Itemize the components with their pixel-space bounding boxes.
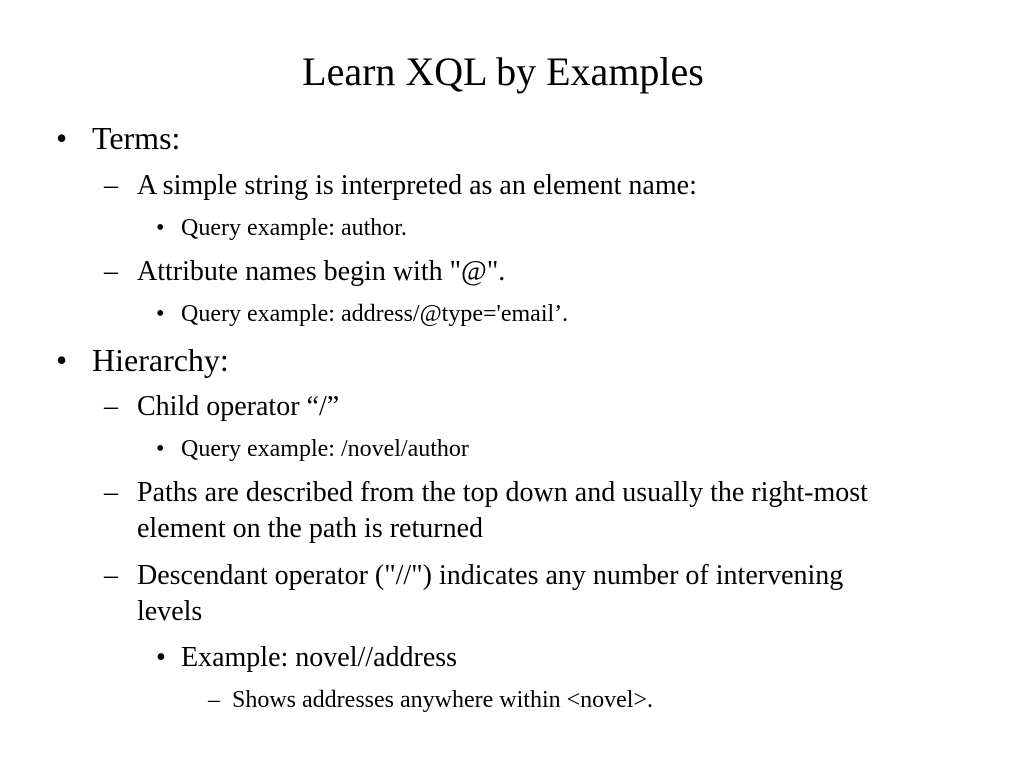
bullet-text: Query example: address/@type='email’. — [181, 301, 569, 327]
dash-marker: – — [208, 687, 220, 713]
slide-title: Learn XQL by Examples — [302, 49, 704, 94]
dash-marker: – — [104, 256, 118, 287]
bullet-marker: • — [56, 120, 68, 156]
bullet-text: Terms: — [92, 120, 181, 156]
bullet-continuation — [137, 511, 483, 547]
bullet-level-3 — [156, 434, 469, 464]
bullet-level-4 — [208, 685, 653, 715]
bullet-level-2 — [104, 168, 697, 204]
bullet-level-3 — [156, 640, 458, 676]
bullet-text: Query example: /novel/author — [181, 436, 469, 462]
bullet-text: Child operator “/” — [137, 391, 340, 422]
bullet-marker: • — [156, 215, 165, 241]
bullet-marker: • — [56, 342, 68, 378]
bullet-text: Example: novel//address — [181, 642, 458, 673]
bullet-text: Shows addresses anywhere within <novel>. — [232, 687, 653, 713]
bullet-level-1 — [56, 120, 181, 156]
bullet-level-3 — [156, 299, 569, 329]
bullet-text: Paths are described from the top down and usually the right-most — [137, 477, 868, 508]
bullet-text: Attribute names begin with "@". — [137, 256, 506, 287]
bullet-text: Query example: author. — [181, 215, 407, 241]
bullet-text: Descendant operator ("//") indicates any number of intervening — [137, 560, 844, 591]
bullet-marker: • — [156, 642, 166, 673]
bullet-text: A simple string is interpreted as an element name: — [137, 170, 697, 201]
bullet-text: levels — [137, 596, 203, 627]
dash-marker: – — [104, 560, 118, 591]
bullet-level-2 — [104, 389, 340, 425]
bullet-text: element on the path is returned — [137, 513, 483, 544]
bullet-level-1 — [56, 342, 229, 378]
bullet-continuation — [137, 594, 202, 630]
bullet-level-3 — [156, 213, 407, 243]
bullet-marker: • — [156, 436, 165, 462]
dash-marker: – — [104, 391, 118, 422]
dash-marker: – — [104, 170, 118, 201]
bullet-marker: • — [156, 301, 165, 327]
bullet-text: Hierarchy: — [92, 342, 229, 378]
bullet-level-2 — [104, 475, 868, 511]
bullet-level-2 — [104, 254, 506, 290]
bullet-level-2 — [104, 558, 844, 594]
dash-marker: – — [104, 477, 118, 508]
